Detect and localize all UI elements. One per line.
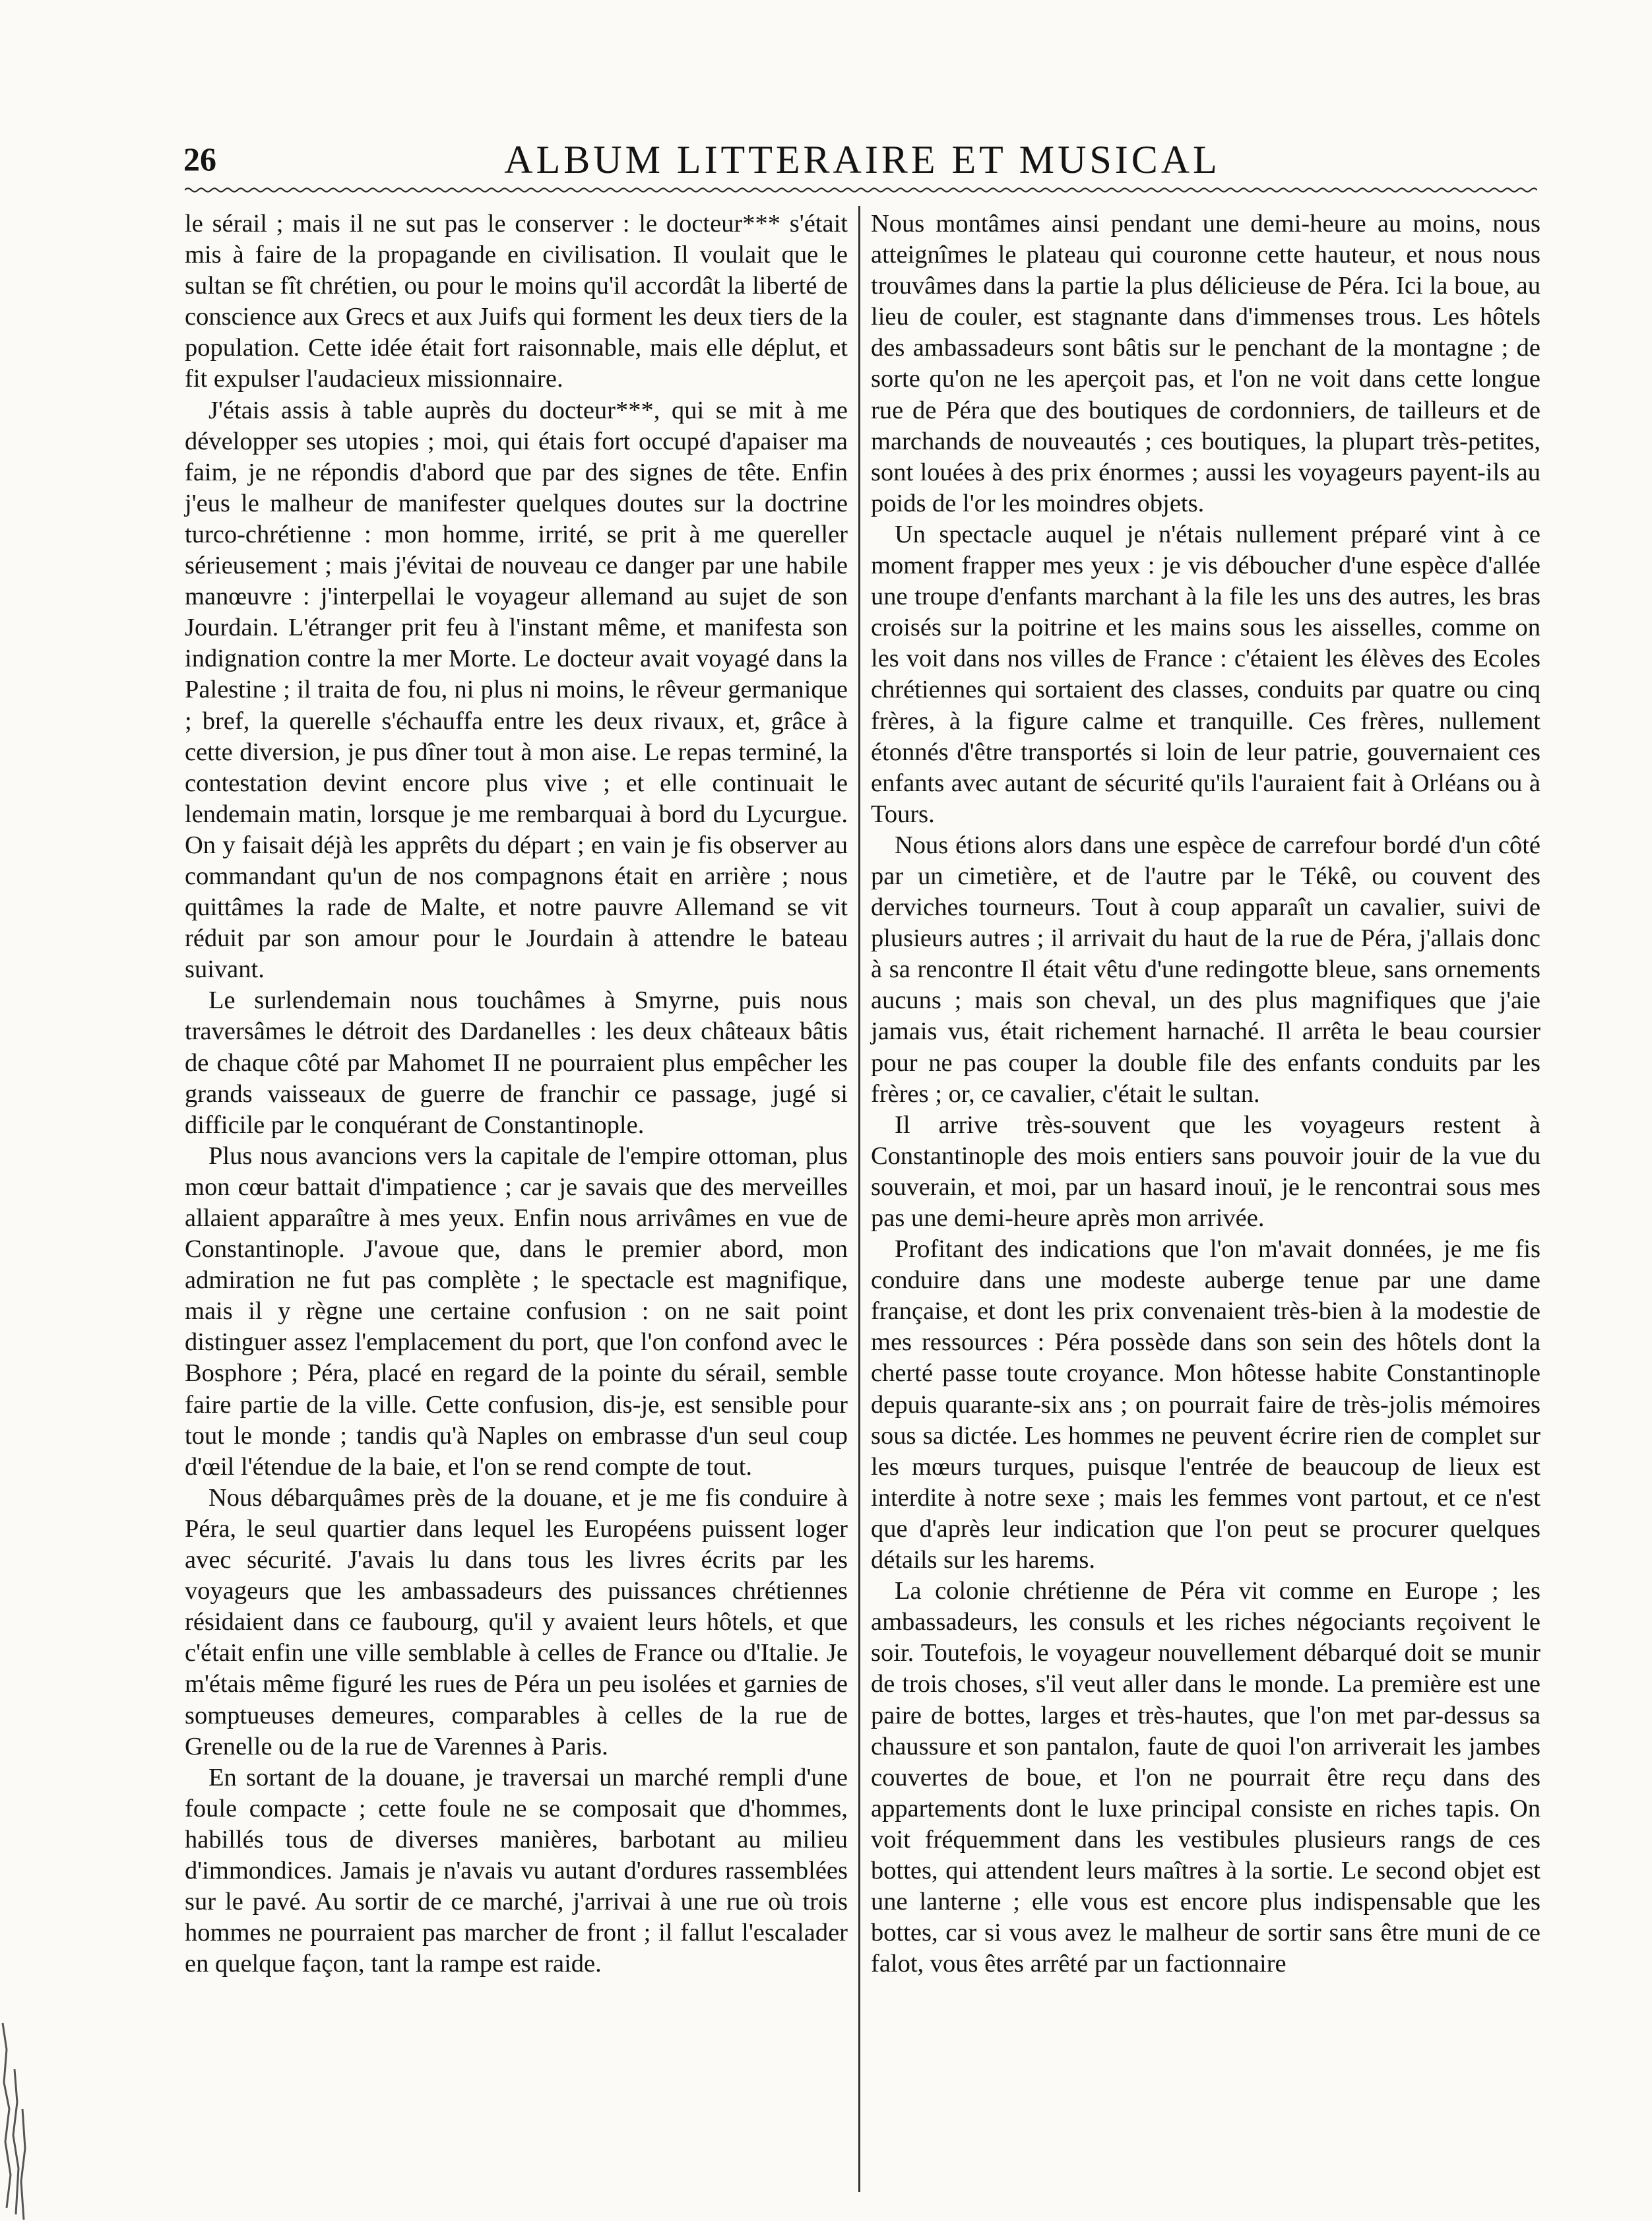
right-paragraph-1: Nous montâmes ainsi pendant une demi-heure au moins, nous atteignîmes le plateau qui couronne cette hauteur, et nous nous trouvâmes dans la partie la plus délicieuse de Péra. Ici la boue, au lieu de couler, est stagnante dans d'immenses trous. Les hôtels des ambassadeurs sont bâtis sur le penchant de la montagne ; de sorte qu'on ne les aperçoit pas, et l'on ne voit dans cette longue rue de Péra que des boutiques de cordonniers, de tailleurs et de marchands de nouveautés ; ces boutiques, la plupart très-petites, sont louées à des prix énormes ; aussi les voyageurs payent-ils au poids de l'or les moindres objets. — [871, 210, 1541, 517]
column-divider — [858, 206, 860, 2192]
right-paragraph-2: Un spectacle auquel je n'étais nullement préparé vint à ce moment frapper mes yeux : je vis déboucher d'une espèce d'allée une troupe d'enfants marchant à la file les uns des autres, les bras croisés sur la poitrine et les mains sous les aisselles, comme on les voit dans nos villes de France : c'étaient les élèves des Ecoles chrétiennes qui sortaient des classes, conduits par quatre ou cinq frères, à la figure calme et tranquille. Ces frères, nullement étonnés d'être transportés si loin de leur patrie, gouvernaient ces enfants avec autant de sécurité qu'ils l'auraient fait à Orléans ou à Tours. — [871, 520, 1541, 828]
page-header — [179, 137, 1545, 185]
left-paragraph-1: le sérail ; mais il ne sut pas le conserver : le docteur*** s'était mis à faire de la propagande en civilisation. Il voulait que le sultan se fît chrétien, ou pour le moins qu'il accordât la liberté de conscience aux Grecs et aux Juifs qui forment les deux tiers de la population. Cette idée était fort raisonnable, mais elle déplut, et fit expulser l'audacieux missionnaire. — [185, 210, 848, 393]
page-number: 26 — [183, 141, 216, 177]
right-paragraph-5: Profitant des indications que l'on m'avait données, je me fis conduire dans une modeste auberge tenue par une dame française, et dont les prix convenaient très-bien à la modestie de mes ressources : Péra possède dans son sein des hôtels dont la cherté passe toute croyance. Mon hôtesse habite Constantinople depuis quarante-six ans ; on pourrait faire de très-jolis mémoires sous sa dictée. Les hommes ne peuvent écrire rien de complet sur les mœurs turques, puisque l'entrée de beaucoup de lieux est interdite à notre sexe ; mais les femmes vont partout, et ce n'est que d'après leur indication que l'on peut se procurer quelques détails sur les harems. — [871, 1235, 1541, 1574]
margin-bleed — [0, 2010, 46, 2221]
header-rule — [185, 186, 1537, 194]
left-paragraph-4: Plus nous avancions vers la capitale de l'empire ottoman, plus mon cœur battait d'impatience ; car je savais que des merveilles allaient apparaître à mes yeux. Enfin nous arrivâmes en vue de Constantinople. J'avoue que, dans le premier abord, mon admiration ne fut pas complète ; le spectacle est magnifique, mais il y règne une certaine confusion : on ne sait point distinguer assez l'emplacement du port, que l'on confond avec le Bosphore ; Péra, placé en regard de la pointe du sérail, semble faire partie de la ville. Cette confusion, dis-je, est sensible pour tout le monde ; tandis qu'à Naples on embrasse d'un seul coup d'œil l'étendue de la baie, et l'on se rend compte de tout. — [185, 1142, 848, 1481]
right-paragraph-4: Il arrive très-souvent que les voyageurs restent à Constantinople des mois entiers sans pouvoir jouir de la vue du souverain, et moi, par un hasard inouï, je le rencontrai sous mes pas une demi-heure après mon arrivée. — [871, 1110, 1541, 1232]
running-title: ALBUM LITTERAIRE ET MUSICAL — [504, 138, 1221, 181]
left-column — [185, 209, 848, 1980]
left-paragraph-6: En sortant de la douane, je traversai un marché rempli d'une foule compacte ; cette foule ne se composait que d'hommes, habillés tous de diverses manières, barbotant au milieu d'immondices. Jamais je n'avais vu autant d'ordures rassemblées sur le pavé. Au sortir de ce marché, j'arrivai à une rue où trois hommes ne pourraient pas marcher de front ; il fallut l'escalader en quelque façon, tant la rampe est raide. — [185, 1763, 848, 1978]
left-paragraph-3: Le surlendemain nous touchâmes à Smyrne, puis nous traversâmes le détroit des Dardanelles : les deux châteaux bâtis de chaque côté par Mahomet II ne pourraient plus empêcher les grands vaisseaux de guerre de franchir ce passage, jugé si difficile par le conquérant de Constantinople. — [185, 986, 848, 1139]
right-column — [871, 209, 1541, 1980]
left-paragraph-5: Nous débarquâmes près de la douane, et je me fis conduire à Péra, le seul quartier dans lequel les Européens puissent loger avec sécurité. J'avais lu dans tous les livres écrits par les voyageurs que les ambassadeurs des puissances chrétiennes résidaient dans ce faubourg, qu'il y avaient leurs hôtels, et que c'était enfin une ville semblable à celles de France ou d'Italie. Je m'étais même figuré les rues de Péra un peu isolées et garnies de somptueuses demeures, comparables à celles de la rue de Grenelle ou de la rue de Varennes à Paris. — [185, 1483, 848, 1760]
right-paragraph-6: La colonie chrétienne de Péra vit comme en Europe ; les ambassadeurs, les consuls et les riches négociants reçoivent le soir. Toutefois, le voyageur nouvellement débarqué doit se munir de trois choses, s'il veut aller dans le monde. La première est une paire de bottes, larges et très-hautes, que l'on met par-dessus sa chaussure et son pantalon, faute de quoi l'on arriverait les jambes couvertes de boue, et l'on ne pourrait être reçu dans des appartements dont le luxe principal consiste en riches tapis. On voit fréquemment dans les vestibules plusieurs rangs de ces bottes, qui attendent leurs maîtres à la sortie. Le second objet est une lanterne ; elle vous est encore plus indispensable que les bottes, car si vous avez le malheur de sortir sans être muni de ce falot, vous êtes arrêté par un factionnaire — [871, 1577, 1541, 1978]
right-paragraph-3: Nous étions alors dans une espèce de carrefour bordé d'un côté par un cimetière, et de l'autre par le Tékê, ou couvent des derviches tourneurs. Tout à coup apparaît un cavalier, suivi de plusieurs autres ; il arrivait du haut de la rue de Péra, j'allais donc à sa rencontre Il était vêtu d'une redingotte bleue, sans ornements aucuns ; mais son cheval, un des plus magnifiques que j'aie jamais vus, était richement harnaché. Il arrêta le beau coursier pour ne pas couper la double file des enfants conduits par les frères ; or, ce cavalier, c'était le sultan. — [871, 831, 1541, 1108]
left-paragraph-2: J'étais assis à table auprès du docteur***, qui se mit à me développer ses utopies ; moi, qui étais fort occupé d'apaiser ma faim, je ne répondis d'abord que par des signes de tête. Enfin j'eus le malheur de manifester quelques doutes sur la doctrine turco-chrétienne : mon homme, irrité, se prit à me quereller sérieusement ; mais j'évitai de nouveau ce danger par une habile manœuvre : j'interpellai le voyageur allemand au sujet de son Jourdain. L'étranger prit feu à l'instant même, et manifesta son indignation contre la mer Morte. Le docteur avait voyagé dans la Palestine ; il traita de fou, ni plus ni moins, le rêveur germanique ; bref, la querelle s'échauffa entre les deux rivaux, et, grâce à cette diversion, je pus dîner tout à mon aise. Le repas terminé, la contestation devint encore plus vive ; et elle continuait le lendemain matin, lorsque je me rembarquai à bord du Lycurgue. On y faisait déjà les apprêts du départ ; en vain je fis observer au commandant qu'un de nos compagnons était en arrière ; nous quittâmes la rade de Malte, et notre pauvre Allemand se vit réduit par son amour pour le Jourdain à attendre le bateau suivant. — [185, 396, 848, 984]
